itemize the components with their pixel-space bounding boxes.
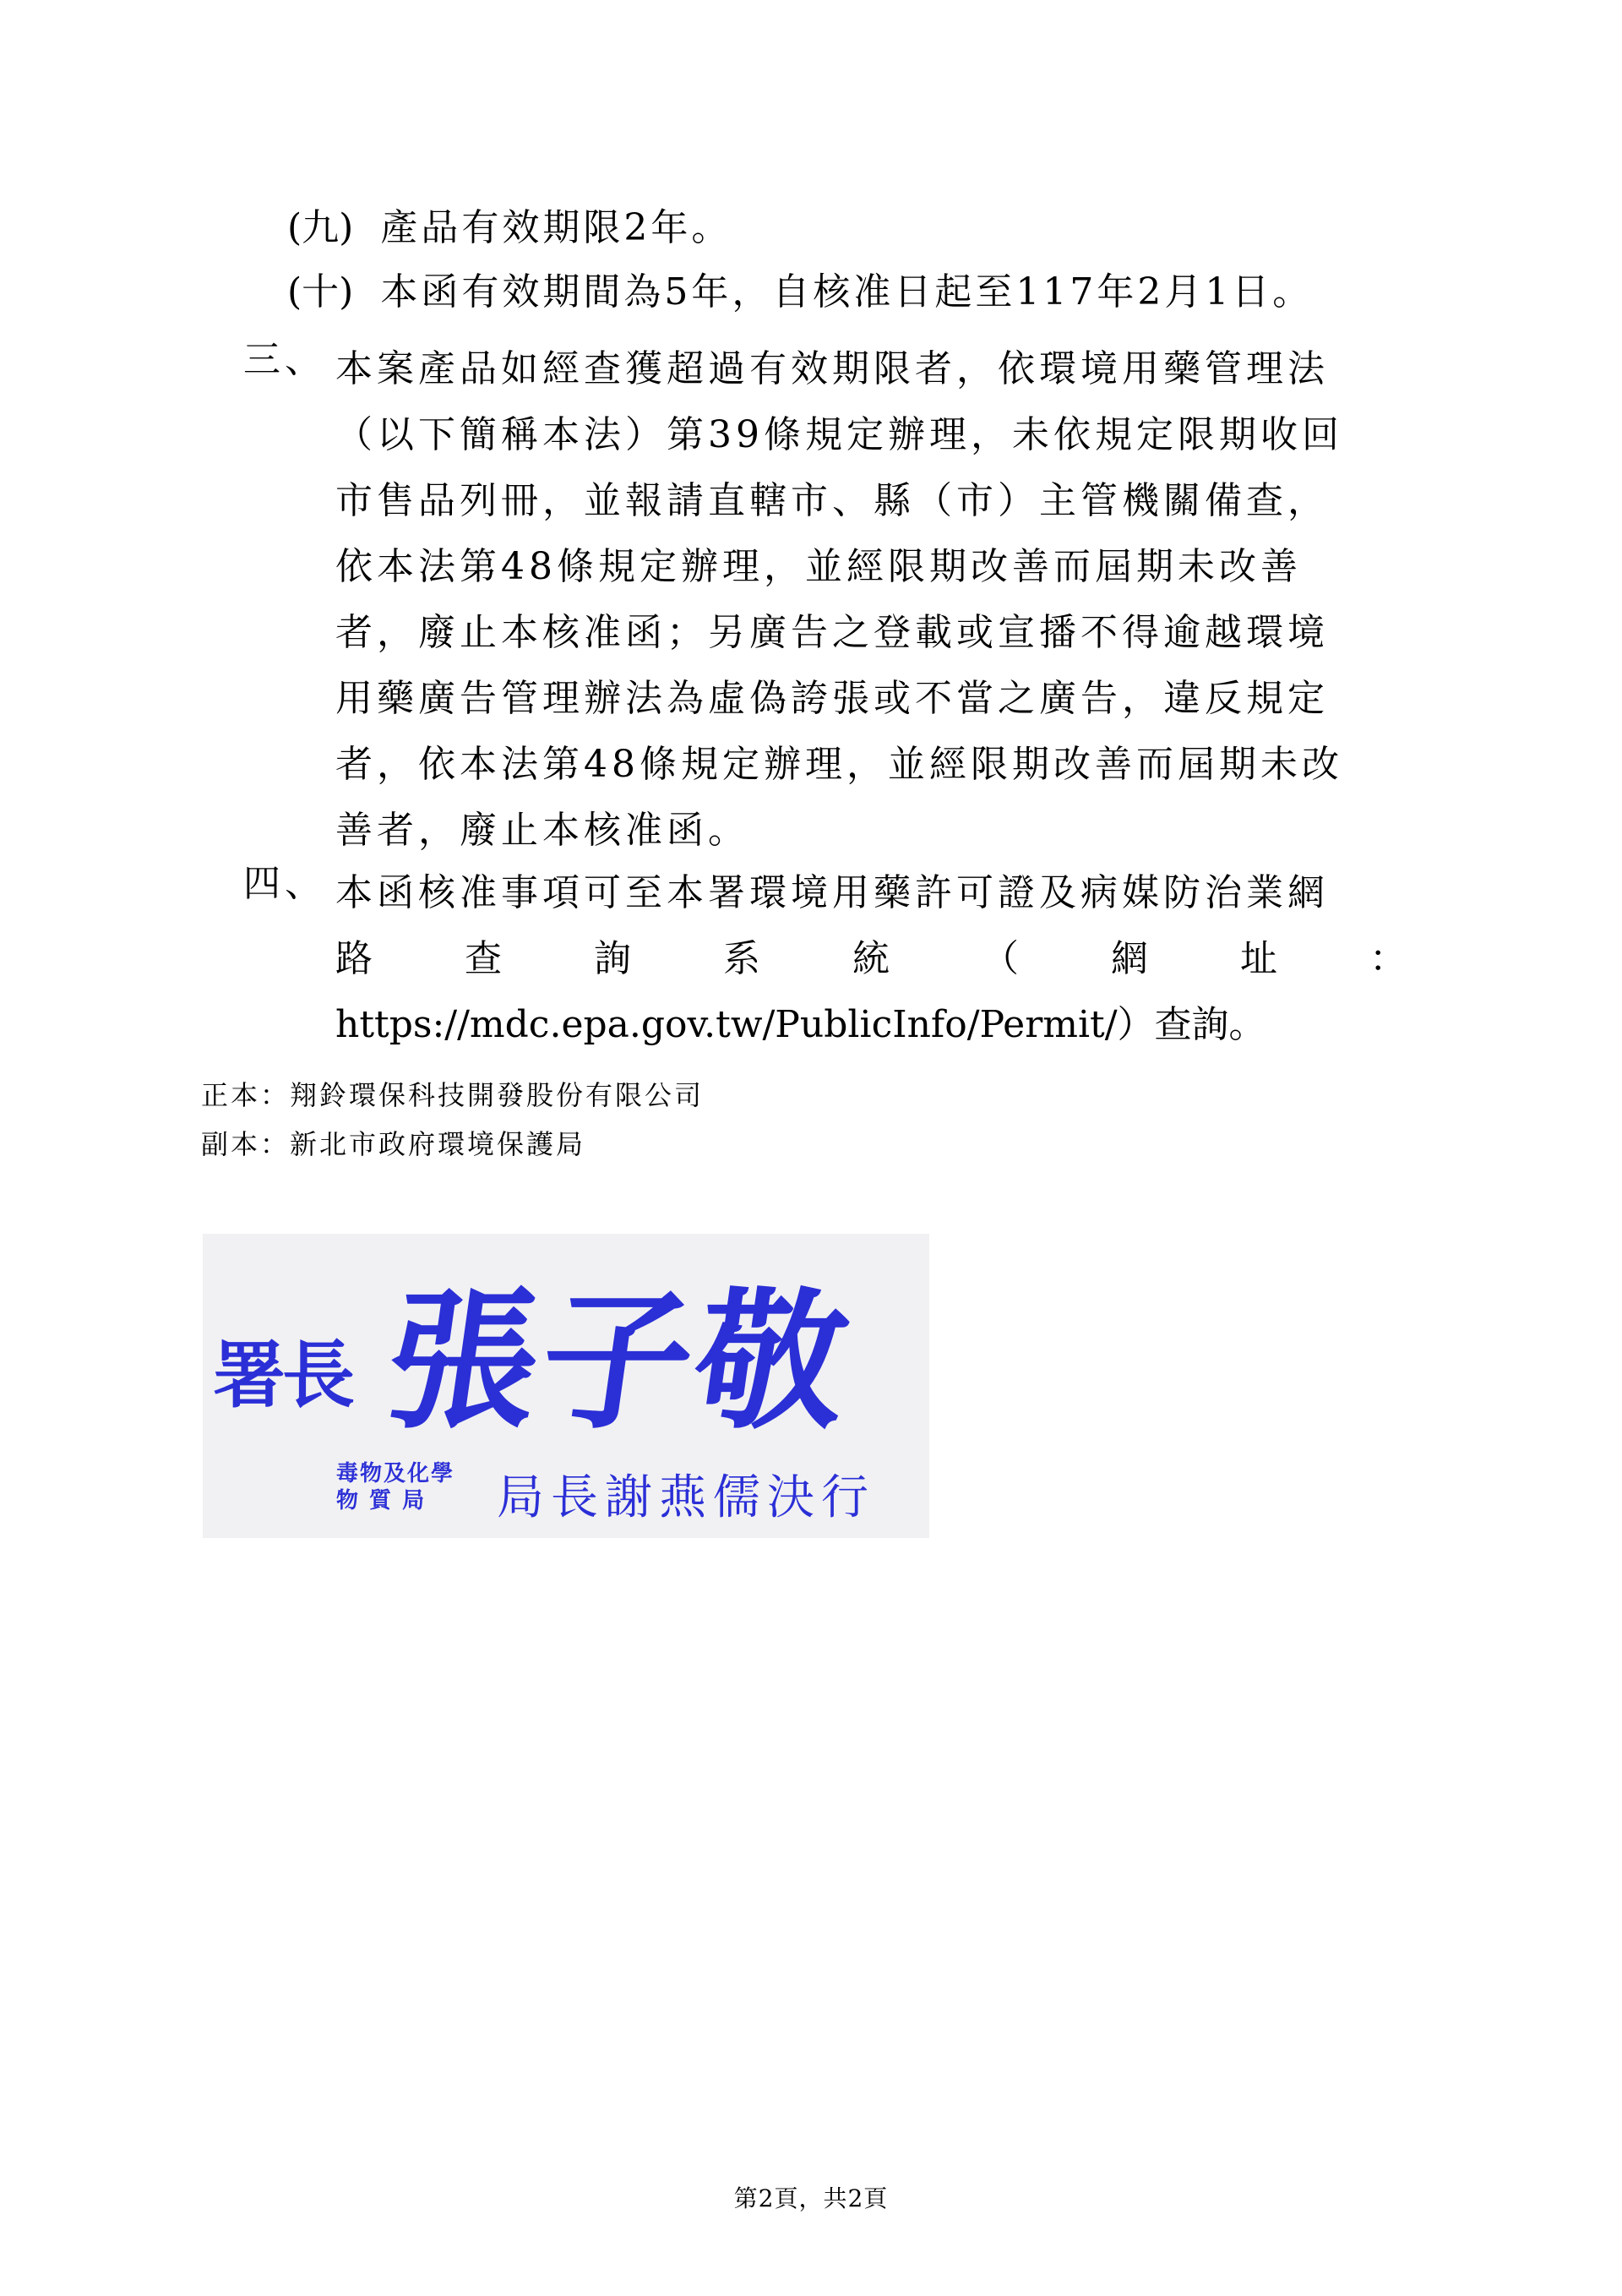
section-three-line: （以下簡稱本法）第39條規定辦理，未依規定限期收回 bbox=[335, 413, 1343, 456]
section-three-line: 用藥廣告管理辦法為虛偽誇張或不當之廣告，違反規定 bbox=[335, 677, 1329, 720]
item-nine-number: (九) bbox=[287, 206, 354, 249]
section-four-line-spread bbox=[335, 926, 1411, 992]
section-four-body bbox=[335, 860, 1411, 1058]
section-four-line: 本函核准事項可至本署環境用藥許可證及病媒防治業網 bbox=[335, 871, 1329, 914]
spread-char: 系 bbox=[723, 937, 765, 980]
seal-bureau-line: 毒物及化學 bbox=[336, 1461, 455, 1486]
item-ten bbox=[287, 269, 1313, 316]
spread-char: 統 bbox=[852, 937, 894, 980]
section-three-number: 三、 bbox=[243, 338, 326, 381]
section-three-body bbox=[335, 336, 1411, 864]
item-ten-number: (十) bbox=[287, 270, 354, 314]
permit-url-line: https://mdc.epa.gov.tw/PublicInfo/Permit/）查詢。 bbox=[335, 1003, 1266, 1046]
section-three-line: 依本法第48條規定辦理，並經限期改善而屆期未改善 bbox=[335, 545, 1302, 588]
section-three-line: 者，廢止本核准函；另廣告之登載或宣播不得逾越環境 bbox=[335, 611, 1329, 654]
spread-char: ： bbox=[1369, 937, 1411, 980]
section-three-line: 善者，廢止本核准函。 bbox=[335, 809, 749, 852]
spread-char: （ bbox=[982, 937, 1023, 980]
seal-signature-name: 張子敬 bbox=[376, 1273, 863, 1449]
spread-char: 址 bbox=[1240, 937, 1282, 980]
section-three-line: 市售品列冊，並報請直轄市、縣（市）主管機關備查， bbox=[335, 479, 1329, 522]
item-nine-text: 產品有效期限2年。 bbox=[380, 206, 732, 249]
page-number: 第2頁，共2頁 bbox=[733, 2184, 889, 2212]
cc-original: 正本：翔鈴環保科技開發股份有限公司 bbox=[201, 1079, 705, 1111]
seal-delegate: 局長謝燕儒決行 bbox=[497, 1470, 875, 1525]
spread-char: 詢 bbox=[594, 937, 635, 980]
item-nine bbox=[287, 205, 732, 252]
signature-seal bbox=[203, 1234, 929, 1538]
seal-title: 署長 bbox=[213, 1333, 351, 1418]
item-ten-text: 本函有效期間為5年，自核准日起至117年2月1日。 bbox=[380, 270, 1314, 314]
seal-bureau-line: 物 質 局 bbox=[336, 1488, 427, 1513]
spread-char: 網 bbox=[1111, 937, 1152, 980]
spread-char: 查 bbox=[465, 937, 506, 980]
section-three-line: 本案產品如經查獲超過有效期限者，依環境用藥管理法 bbox=[335, 347, 1329, 390]
spread-char: 路 bbox=[335, 937, 377, 980]
seal-bureau-name bbox=[336, 1460, 454, 1514]
section-three-line: 者，依本法第48條規定辦理，並經限期改善而屆期未改 bbox=[335, 743, 1343, 786]
section-four-number: 四、 bbox=[243, 862, 326, 905]
cc-copy: 副本：新北市政府環境保護局 bbox=[201, 1128, 586, 1160]
